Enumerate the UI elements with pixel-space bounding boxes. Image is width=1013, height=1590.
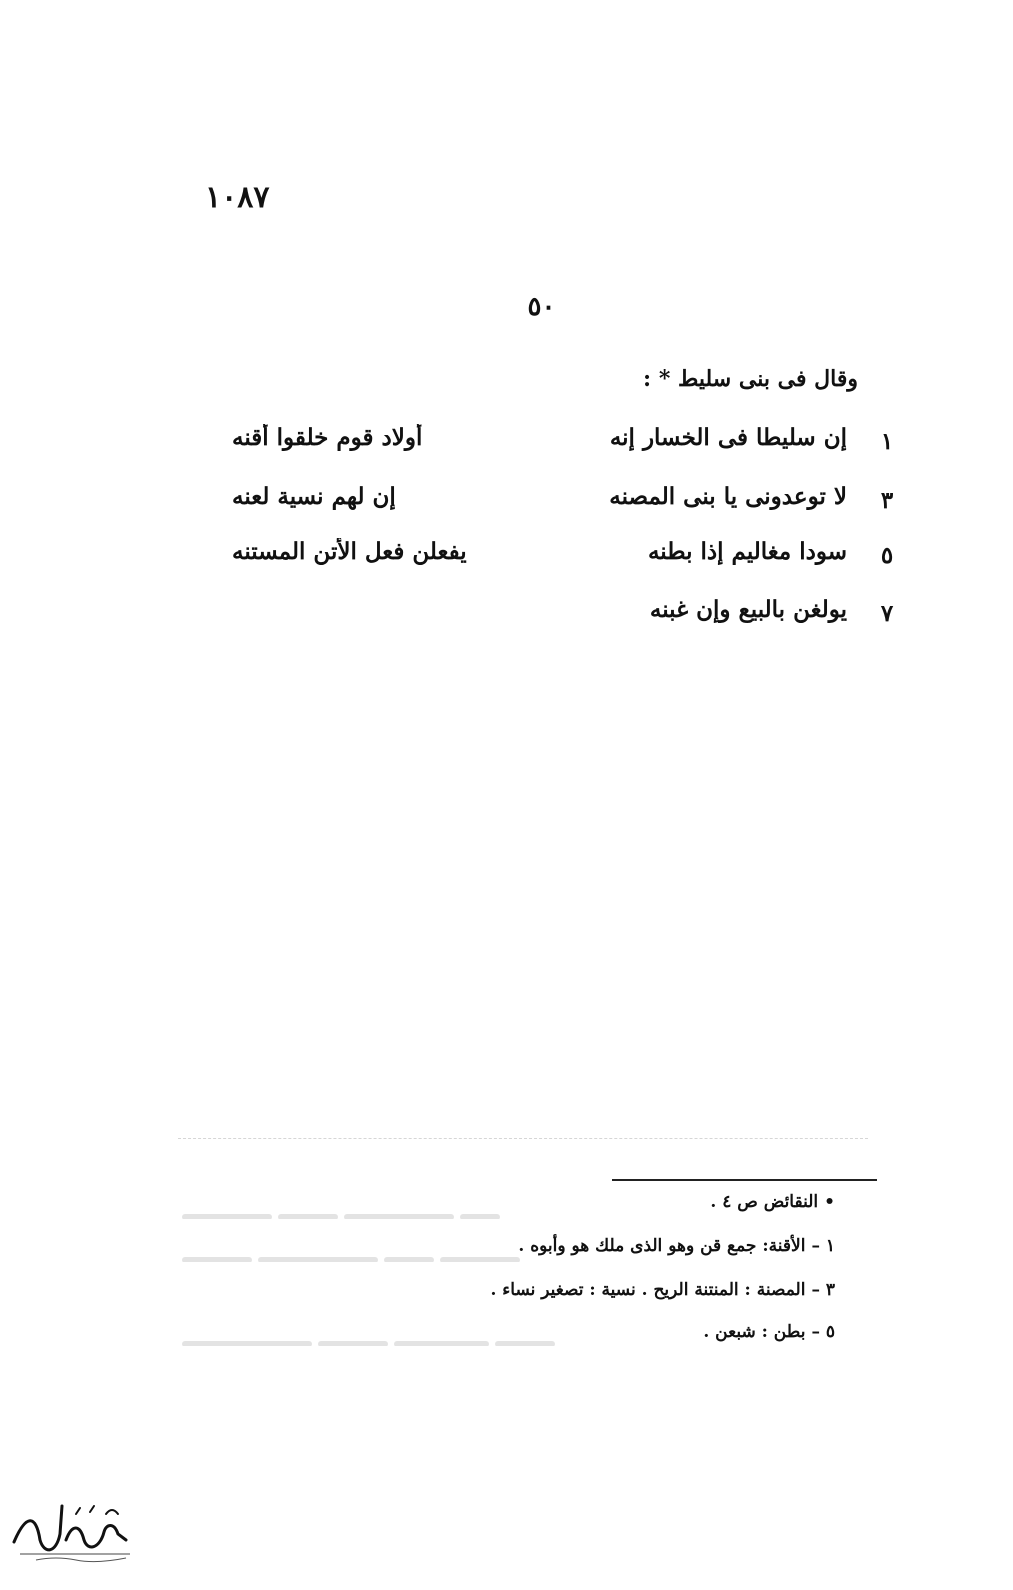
- verse-number: ٧: [880, 600, 894, 627]
- footnote-mark: ١ –: [811, 1236, 835, 1256]
- bleed-through-text: [182, 1332, 602, 1346]
- verse-first-hemistich: سودا مغاليم إذا بطنه: [647, 538, 847, 565]
- verse-second-hemistich: إن لهم نسية لعنه: [232, 483, 396, 510]
- footnote: [703, 1322, 835, 1342]
- footnote: [490, 1280, 835, 1300]
- poem-number: ٥٠: [527, 292, 556, 322]
- footnote-mark: •: [824, 1192, 835, 1212]
- verse-first-hemistich: لا توعدونى يا بنى المصنه: [609, 483, 847, 510]
- bleed-through-text: [182, 1205, 602, 1219]
- poem-intro: وقال فى بنى سليط * :: [643, 366, 858, 392]
- verse-line: [232, 483, 897, 523]
- footnote-separator: [612, 1179, 877, 1181]
- footnote-text: المصنة : المنتنة الريح . نسية : تصغير نساء .: [490, 1280, 806, 1300]
- calligraphy-logo-icon: [6, 1484, 140, 1574]
- verse-second-hemistich: يفعلن فعل الأتن المستنه: [232, 538, 467, 565]
- verse-number: ٥: [880, 542, 894, 569]
- footnote-text: النقائض ص ٤ .: [710, 1192, 819, 1212]
- verse-first-hemistich: إن سليطا فى الخسار إنه: [609, 424, 847, 451]
- footnote: [710, 1192, 835, 1212]
- verse-number: ٣: [880, 487, 894, 514]
- verse-number: ١: [880, 428, 894, 455]
- footnote-mark: ٥ –: [811, 1322, 835, 1342]
- folio-number: ١٠٨٧: [205, 180, 270, 215]
- verse-first-hemistich: يولغن بالبيع وإن غبنه: [649, 596, 847, 623]
- footnote-text: بطن : شبعن .: [703, 1322, 806, 1342]
- footnote-mark: ٣ –: [811, 1280, 835, 1300]
- verse-second-hemistich: أولاد قوم خلقوا أقنه: [232, 424, 423, 451]
- verse-line: [390, 596, 897, 636]
- bleed-through-rule: [178, 1138, 868, 1139]
- footnote-text: الأقنة: جمع قن وهو الذى ملك هو وأبوه .: [518, 1236, 806, 1256]
- verse-line: [232, 538, 897, 578]
- bleed-through-text: [182, 1248, 602, 1262]
- verse-line: [232, 424, 897, 464]
- watermark-logo: [6, 1484, 140, 1574]
